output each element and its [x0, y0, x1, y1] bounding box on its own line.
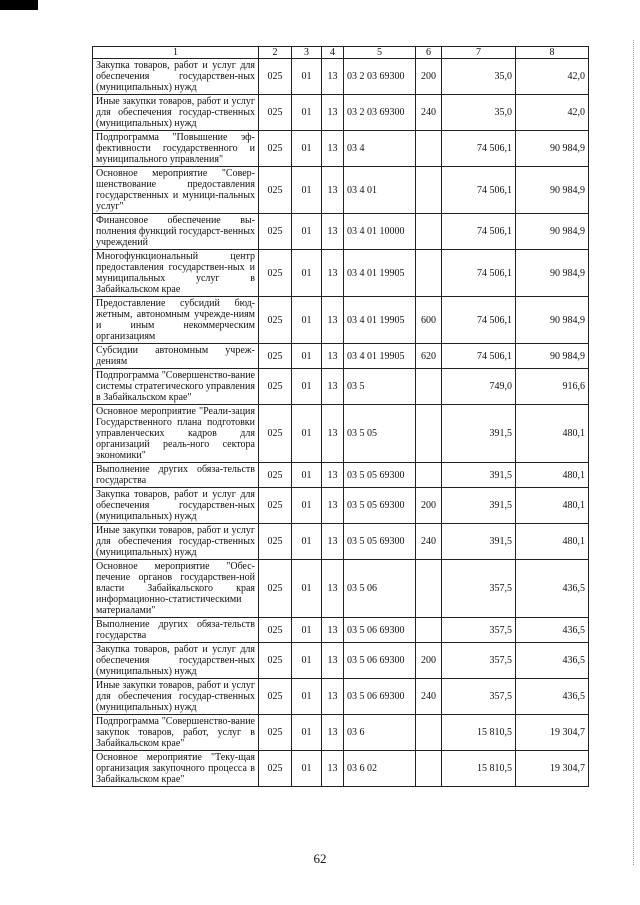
- header-cell: 3: [292, 47, 322, 59]
- target-article-cell: 03 4 01 19905: [344, 344, 416, 369]
- section-code-cell: 01: [292, 524, 322, 560]
- table-row: [93, 560, 589, 618]
- row-name-cell: Основное мероприятие "Обес-печение органов государствен-ной власти Забайкальского края информационно-статистическими материалами": [93, 560, 259, 618]
- scan-edge-line: [633, 40, 634, 865]
- row-name-cell: Выполнение других обяза-тельств государства: [93, 618, 259, 643]
- amount-year2-cell: 916,6: [516, 369, 589, 405]
- ministry-code-cell: 025: [259, 751, 292, 787]
- section-code-cell: 01: [292, 95, 322, 131]
- amount-year1-cell: 74 506,1: [442, 297, 516, 344]
- ministry-code-cell: 025: [259, 95, 292, 131]
- table-row: [93, 297, 589, 344]
- expense-type-cell: [416, 167, 442, 214]
- target-article-cell: 03 5 05 69300: [344, 488, 416, 524]
- subsection-code-cell: 13: [322, 715, 344, 751]
- ministry-code-cell: 025: [259, 488, 292, 524]
- section-code-cell: 01: [292, 369, 322, 405]
- amount-year1-cell: 357,5: [442, 618, 516, 643]
- table-row: [93, 488, 589, 524]
- subsection-code-cell: 13: [322, 643, 344, 679]
- section-code-cell: 01: [292, 560, 322, 618]
- subsection-code-cell: 13: [322, 167, 344, 214]
- section-code-cell: 01: [292, 715, 322, 751]
- ministry-code-cell: 025: [259, 214, 292, 250]
- row-name-cell: Основное мероприятие "Реали-зация Государственного плана подготовки управленческих кадров для организаций реаль-ного сектора экономики": [93, 405, 259, 463]
- row-name-cell: Подпрограмма "Совершенство-вание системы стратегического управления в Забайкальском крае": [93, 369, 259, 405]
- amount-year2-cell: 90 984,9: [516, 131, 589, 167]
- scan-corner-mark: [0, 0, 38, 10]
- target-article-cell: 03 6: [344, 715, 416, 751]
- ministry-code-cell: 025: [259, 167, 292, 214]
- subsection-code-cell: 13: [322, 344, 344, 369]
- row-name-cell: Иные закупки товаров, работ и услуг для обеспечения государ-ственных (муниципальных) нужд: [93, 679, 259, 715]
- subsection-code-cell: 13: [322, 250, 344, 297]
- section-code-cell: 01: [292, 297, 322, 344]
- expense-type-cell: 600: [416, 297, 442, 344]
- table-row: [93, 618, 589, 643]
- subsection-code-cell: 13: [322, 95, 344, 131]
- expense-type-cell: [416, 618, 442, 643]
- header-cell: 8: [516, 47, 589, 59]
- table-header-row: [93, 47, 589, 59]
- amount-year2-cell: 480,1: [516, 463, 589, 488]
- target-article-cell: 03 4 01: [344, 167, 416, 214]
- budget-table: [92, 46, 589, 787]
- amount-year2-cell: 480,1: [516, 405, 589, 463]
- row-name-cell: Закупка товаров, работ и услуг для обеспечения государствен-ных (муниципальных) нужд: [93, 59, 259, 95]
- subsection-code-cell: 13: [322, 369, 344, 405]
- amount-year1-cell: 74 506,1: [442, 250, 516, 297]
- target-article-cell: 03 2 03 69300: [344, 59, 416, 95]
- page-number: 62: [313, 851, 327, 866]
- amount-year2-cell: 436,5: [516, 643, 589, 679]
- section-code-cell: 01: [292, 405, 322, 463]
- expense-type-cell: [416, 250, 442, 297]
- row-name-cell: Закупка товаров, работ и услуг для обеспечения государствен-ных (муниципальных) нужд: [93, 643, 259, 679]
- amount-year2-cell: 19 304,7: [516, 751, 589, 787]
- header-cell: 7: [442, 47, 516, 59]
- table-row: [93, 167, 589, 214]
- expense-type-cell: [416, 369, 442, 405]
- header-cell: 6: [416, 47, 442, 59]
- amount-year1-cell: 391,5: [442, 405, 516, 463]
- amount-year2-cell: 90 984,9: [516, 344, 589, 369]
- target-article-cell: 03 6 02: [344, 751, 416, 787]
- amount-year2-cell: 436,5: [516, 679, 589, 715]
- target-article-cell: 03 5 06 69300: [344, 643, 416, 679]
- row-name-cell: Иные закупки товаров, работ и услуг для обеспечения государ-ственных (муниципальных) нужд: [93, 95, 259, 131]
- subsection-code-cell: 13: [322, 679, 344, 715]
- amount-year2-cell: 90 984,9: [516, 250, 589, 297]
- row-name-cell: Закупка товаров, работ и услуг для обеспечения государствен-ных (муниципальных) нужд: [93, 488, 259, 524]
- target-article-cell: 03 4 01 19905: [344, 297, 416, 344]
- amount-year2-cell: 90 984,9: [516, 297, 589, 344]
- subsection-code-cell: 13: [322, 214, 344, 250]
- table-row: [93, 463, 589, 488]
- ministry-code-cell: 025: [259, 560, 292, 618]
- row-name-cell: Субсидии автономным учреж-дениям: [93, 344, 259, 369]
- subsection-code-cell: 13: [322, 59, 344, 95]
- table-row: [93, 369, 589, 405]
- section-code-cell: 01: [292, 59, 322, 95]
- header-cell: 5: [344, 47, 416, 59]
- target-article-cell: 03 2 03 69300: [344, 95, 416, 131]
- ministry-code-cell: 025: [259, 643, 292, 679]
- subsection-code-cell: 13: [322, 297, 344, 344]
- amount-year1-cell: 35,0: [442, 95, 516, 131]
- target-article-cell: 03 5 05 69300: [344, 524, 416, 560]
- ministry-code-cell: 025: [259, 405, 292, 463]
- row-name-cell: Иные закупки товаров, работ и услуг для обеспечения государ-ственных (муниципальных) нужд: [93, 524, 259, 560]
- expense-type-cell: [416, 463, 442, 488]
- amount-year1-cell: 357,5: [442, 643, 516, 679]
- expense-type-cell: [416, 214, 442, 250]
- table-row: [93, 131, 589, 167]
- section-code-cell: 01: [292, 214, 322, 250]
- subsection-code-cell: 13: [322, 524, 344, 560]
- ministry-code-cell: 025: [259, 344, 292, 369]
- section-code-cell: 01: [292, 167, 322, 214]
- section-code-cell: 01: [292, 679, 322, 715]
- subsection-code-cell: 13: [322, 405, 344, 463]
- expense-type-cell: [416, 715, 442, 751]
- expense-type-cell: [416, 405, 442, 463]
- target-article-cell: 03 4 01 10000: [344, 214, 416, 250]
- ministry-code-cell: 025: [259, 715, 292, 751]
- amount-year1-cell: 15 810,5: [442, 715, 516, 751]
- amount-year1-cell: 74 506,1: [442, 131, 516, 167]
- section-code-cell: 01: [292, 250, 322, 297]
- amount-year2-cell: 436,5: [516, 618, 589, 643]
- ministry-code-cell: 025: [259, 618, 292, 643]
- row-name-cell: Основное мероприятие "Совер-шенствование предоставления государственных и муници-пальных услуг": [93, 167, 259, 214]
- row-name-cell: Основное мероприятие "Теку-щая организация закупочного процесса в Забайкальском крае": [93, 751, 259, 787]
- table-row: [93, 643, 589, 679]
- row-name-cell: Подпрограмма "Повышение эф-фективности государственного и муниципального управления": [93, 131, 259, 167]
- section-code-cell: 01: [292, 751, 322, 787]
- header-cell: 1: [93, 47, 259, 59]
- table-row: [93, 344, 589, 369]
- row-name-cell: Финансовое обеспечение вы-полнения функций государст-венных учреждений: [93, 214, 259, 250]
- expense-type-cell: [416, 751, 442, 787]
- ministry-code-cell: 025: [259, 524, 292, 560]
- amount-year2-cell: 480,1: [516, 524, 589, 560]
- expense-type-cell: 240: [416, 524, 442, 560]
- row-name-cell: Многофункциональный центр предоставления государствен-ных и муниципальных услуг в Забайкальском крае: [93, 250, 259, 297]
- amount-year1-cell: 749,0: [442, 369, 516, 405]
- subsection-code-cell: 13: [322, 463, 344, 488]
- target-article-cell: 03 5 06 69300: [344, 618, 416, 643]
- amount-year1-cell: 391,5: [442, 463, 516, 488]
- amount-year1-cell: 74 506,1: [442, 167, 516, 214]
- section-code-cell: 01: [292, 643, 322, 679]
- amount-year2-cell: 42,0: [516, 95, 589, 131]
- section-code-cell: 01: [292, 463, 322, 488]
- subsection-code-cell: 13: [322, 560, 344, 618]
- expense-type-cell: 240: [416, 95, 442, 131]
- subsection-code-cell: 13: [322, 618, 344, 643]
- amount-year2-cell: 480,1: [516, 488, 589, 524]
- amount-year1-cell: 74 506,1: [442, 214, 516, 250]
- target-article-cell: 03 5 05 69300: [344, 463, 416, 488]
- target-article-cell: 03 5 06: [344, 560, 416, 618]
- header-cell: 2: [259, 47, 292, 59]
- row-name-cell: Выполнение других обяза-тельств государства: [93, 463, 259, 488]
- amount-year2-cell: 19 304,7: [516, 715, 589, 751]
- amount-year2-cell: 90 984,9: [516, 167, 589, 214]
- table-row: [93, 59, 589, 95]
- section-code-cell: 01: [292, 488, 322, 524]
- amount-year1-cell: 357,5: [442, 679, 516, 715]
- ministry-code-cell: 025: [259, 59, 292, 95]
- target-article-cell: 03 4: [344, 131, 416, 167]
- section-code-cell: 01: [292, 344, 322, 369]
- table-row: [93, 405, 589, 463]
- ministry-code-cell: 025: [259, 463, 292, 488]
- amount-year1-cell: 35,0: [442, 59, 516, 95]
- target-article-cell: 03 5: [344, 369, 416, 405]
- section-code-cell: 01: [292, 131, 322, 167]
- amount-year1-cell: 357,5: [442, 560, 516, 618]
- ministry-code-cell: 025: [259, 679, 292, 715]
- table-row: [93, 679, 589, 715]
- expense-type-cell: 200: [416, 643, 442, 679]
- target-article-cell: 03 5 05: [344, 405, 416, 463]
- table-row: [93, 751, 589, 787]
- expense-type-cell: 200: [416, 488, 442, 524]
- amount-year1-cell: 391,5: [442, 524, 516, 560]
- header-cell: 4: [322, 47, 344, 59]
- expense-type-cell: [416, 560, 442, 618]
- subsection-code-cell: 13: [322, 131, 344, 167]
- amount-year2-cell: 436,5: [516, 560, 589, 618]
- table-row: [93, 250, 589, 297]
- expense-type-cell: [416, 131, 442, 167]
- amount-year2-cell: 90 984,9: [516, 214, 589, 250]
- table-row: [93, 524, 589, 560]
- table-row: [93, 95, 589, 131]
- table-row: [93, 214, 589, 250]
- amount-year1-cell: 74 506,1: [442, 344, 516, 369]
- row-name-cell: Подпрограмма "Совершенство-вание закупок товаров, работ, услуг в Забайкальском крае": [93, 715, 259, 751]
- ministry-code-cell: 025: [259, 250, 292, 297]
- amount-year2-cell: 42,0: [516, 59, 589, 95]
- amount-year1-cell: 15 810,5: [442, 751, 516, 787]
- expense-type-cell: 240: [416, 679, 442, 715]
- section-code-cell: 01: [292, 618, 322, 643]
- expense-type-cell: 620: [416, 344, 442, 369]
- expense-type-cell: 200: [416, 59, 442, 95]
- target-article-cell: 03 5 06 69300: [344, 679, 416, 715]
- target-article-cell: 03 4 01 19905: [344, 250, 416, 297]
- subsection-code-cell: 13: [322, 488, 344, 524]
- amount-year1-cell: 391,5: [442, 488, 516, 524]
- subsection-code-cell: 13: [322, 751, 344, 787]
- table-row: [93, 715, 589, 751]
- row-name-cell: Предоставление субсидий бюд-жетным, автономным учрежде-ниям и иным некоммерческим организациям: [93, 297, 259, 344]
- ministry-code-cell: 025: [259, 297, 292, 344]
- ministry-code-cell: 025: [259, 131, 292, 167]
- ministry-code-cell: 025: [259, 369, 292, 405]
